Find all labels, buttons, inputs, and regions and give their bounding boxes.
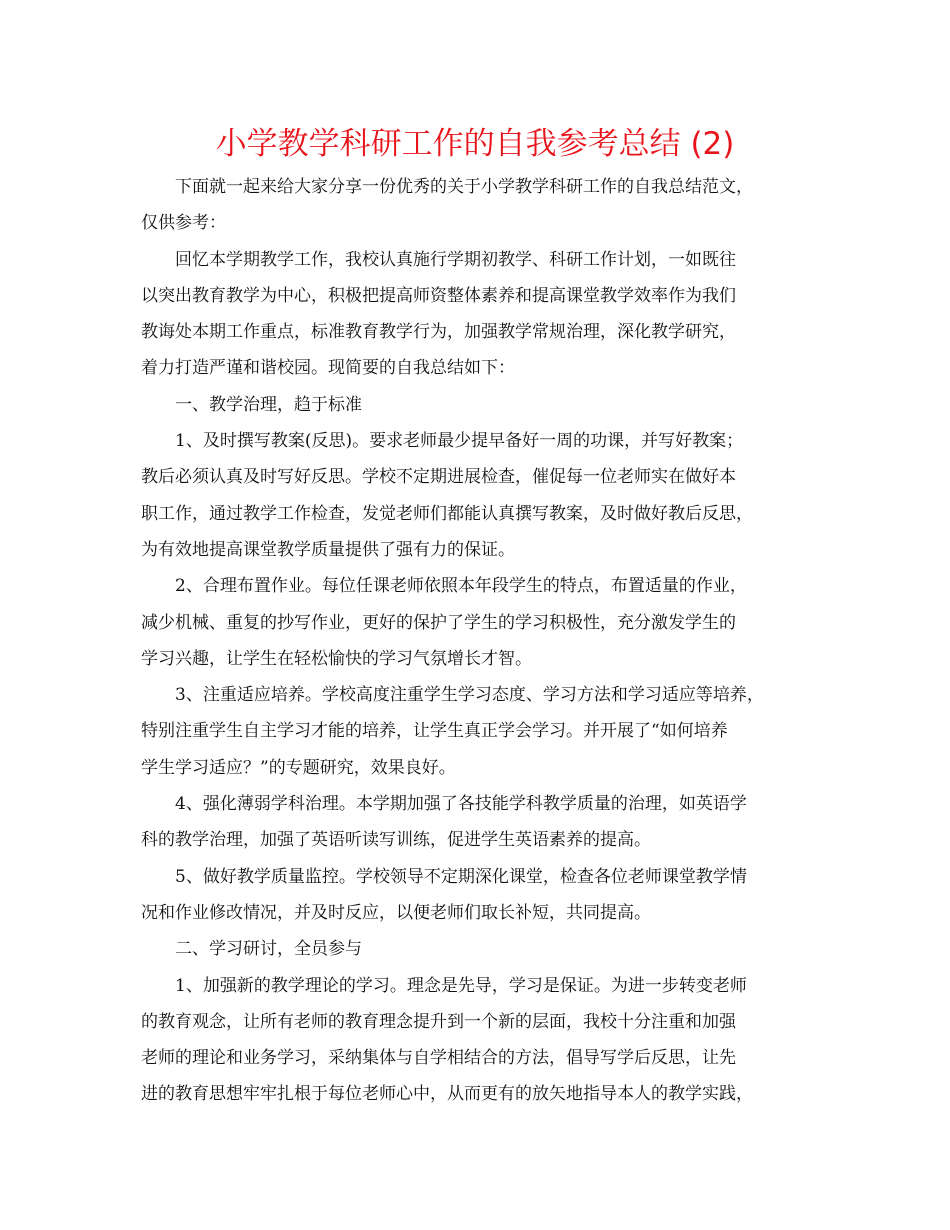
text-line: 为有效地提高课堂教学质量提供了强有力的保证。	[141, 539, 515, 560]
paragraph	[141, 387, 821, 423]
text-line: 减少机械、重复的抄写作业，更好的保护了学生的学习积极性，充分激发学生的	[141, 612, 736, 633]
paragraph	[141, 568, 821, 677]
document-title: 小学教学科研工作的自我参考总结 (2)	[215, 126, 735, 162]
paragraph	[141, 169, 821, 242]
document-body	[141, 169, 821, 1113]
text-line: 1、及时撰写教案(反思)。要求老师最少提早备好一周的功课，并写好教案；	[175, 431, 744, 452]
text-line: 一、教学治理，趋于标准	[175, 394, 362, 415]
text-line: 职工作，通过教学工作检查，发觉老师们都能认真撰写教案，及时做好教后反思，	[141, 503, 753, 524]
text-line: 特别注重学生自主学习才能的培养，让学生真正学会学习。并开展了“如何培养	[141, 721, 728, 742]
text-line: 学生学习适应？”的专题研究，效果良好。	[141, 757, 456, 778]
text-line: 4、强化薄弱学科治理。本学期加强了各技能学科教学质量的治理，如英语学	[175, 794, 747, 815]
paragraph	[141, 968, 821, 1113]
text-line: 二、学习研讨，全员参与	[175, 939, 362, 960]
text-line: 仅供参考：	[141, 213, 226, 234]
text-line: 3、注重适应培养。学校高度注重学生学习态度、学习方法和学习适应等培养，	[175, 685, 764, 706]
text-line: 5、做好教学质量监控。学校领导不定期深化课堂，检查各位老师课堂教学情	[175, 866, 747, 887]
text-line: 回忆本学期教学工作，我校认真施行学期初教学、科研工作计划，一如既往	[175, 249, 736, 270]
text-line: 下面就一起来给大家分享一份优秀的关于小学教学科研工作的自我总结范文，	[175, 177, 753, 197]
text-line: 老师的理论和业务学习，采纳集体与自学相结合的方法，倡导写学后反思，让先	[141, 1048, 736, 1069]
text-line: 科的教学治理，加强了英语听读写训练，促进学生英语素养的提高。	[141, 830, 651, 851]
paragraph	[141, 677, 821, 786]
text-line: 教后必须认真及时写好反思。学校不定期进展检查，催促每一位老师实在做好本	[141, 467, 736, 488]
text-line: 以突出教育教学为中心，积极把提高师资整体素养和提高课堂教学效率作为我们	[141, 285, 736, 306]
paragraph	[141, 423, 821, 568]
paragraph	[141, 242, 821, 387]
text-line: 进的教育思想牢牢扎根于每位老师心中，从而更有的放矢地指导本人的教学实践，	[141, 1084, 753, 1105]
text-line: 1、加强新的教学理论的学习。理念是先导，学习是保证。为进一步转变老师	[175, 975, 747, 996]
paragraph	[141, 786, 821, 859]
text-line: 况和作业修改情况，并及时反应，以便老师们取长补短，共同提高。	[141, 902, 651, 923]
paragraph	[141, 859, 821, 932]
text-line: 2、合理布置作业。每位任课老师依照本年段学生的特点，布置适量的作业，	[175, 576, 747, 597]
text-line: 的教育观念，让所有老师的教育理念提升到一个新的层面，我校十分注重和加强	[141, 1011, 736, 1032]
text-line: 学习兴趣，让学生在轻松愉快的学习气氛增长才智。	[141, 648, 532, 669]
paragraph	[141, 931, 821, 967]
text-line: 着力打造严谨和谐校园。现简要的自我总结如下：	[141, 358, 515, 379]
text-line: 教诲处本期工作重点，标准教育教学行为，加强教学常规治理，深化教学研究，	[141, 322, 736, 343]
